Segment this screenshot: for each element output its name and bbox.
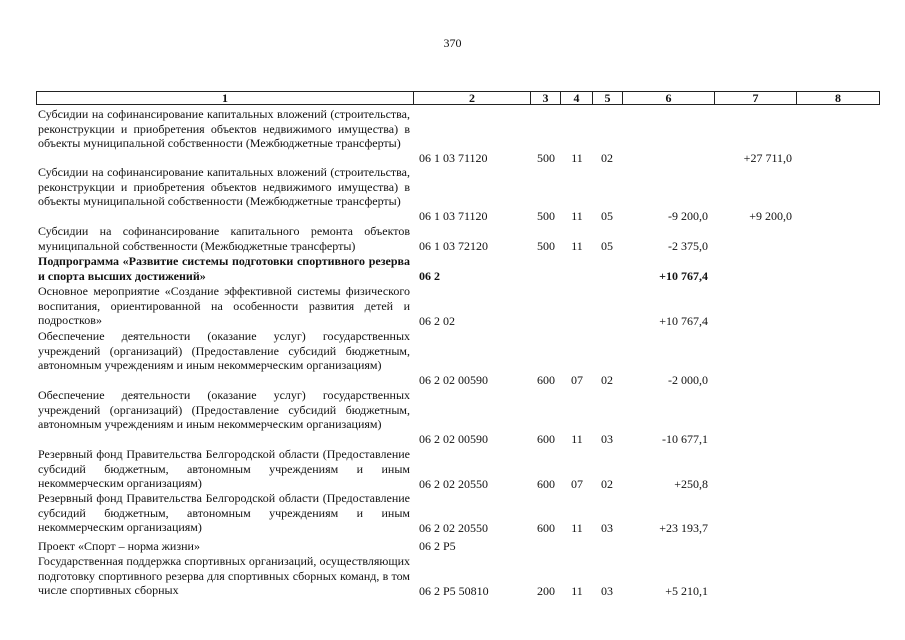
row-col-5: 02: [601, 477, 613, 491]
table-header: [36, 91, 880, 105]
row-description: Обеспечение деятельности (оказание услуг) государственных учреждений (организаций) (Предоставление субсидий бюджетным, автономным учреждениям и иным некоммерческим организациям): [38, 388, 410, 432]
row-col-4: 11: [571, 239, 583, 253]
row-col-4: 11: [571, 584, 583, 598]
row-col-4: 07: [571, 477, 583, 491]
row-col-3: 500: [537, 151, 555, 165]
row-col-5: 05: [601, 239, 613, 253]
row-description: Государственная поддержка спортивных организаций, осуществляющих подготовку спортивного резерва для спортивных сборных команд, в том числе спортивных сборных: [38, 554, 410, 598]
row-col-5: 02: [601, 373, 613, 387]
row-col-6: +10 767,4: [659, 269, 708, 283]
row-col-3: 600: [537, 373, 555, 387]
row-col-5: 02: [601, 151, 613, 165]
row-col-3: 500: [537, 239, 555, 253]
table-row: [38, 224, 880, 254]
row-col-3: 600: [537, 477, 555, 491]
row-description: Проект «Спорт – норма жизни»: [38, 539, 200, 553]
row-code: 06 2 02 00590: [419, 373, 488, 387]
header-col-8: 8: [835, 91, 841, 105]
table-row: [38, 284, 880, 328]
table-row: [38, 329, 880, 387]
header-col-5: 5: [593, 92, 623, 104]
row-description: Подпрограмма «Развитие системы подготовки спортивного резерва и спорта высших достижений»: [38, 254, 410, 283]
row-col-6: -2 000,0: [668, 373, 708, 387]
row-col-7: +27 711,0: [743, 151, 792, 165]
row-col-5: 05: [601, 209, 613, 223]
row-col-3: 500: [537, 209, 555, 223]
row-col-6: +5 210,1: [665, 584, 708, 598]
row-col-4: 11: [571, 432, 583, 446]
row-description: Субсидии на софинансирование капитальных вложений (строительства, реконструкции и приобретения объектов недвижимого имущества) в объекты муниципальной собственности (Межбюджетные трансферты): [38, 107, 410, 151]
table-row: [38, 539, 880, 554]
table-row: [38, 165, 880, 223]
row-col-5: 03: [601, 521, 613, 535]
row-code: 06 1 03 72120: [419, 239, 488, 253]
row-col-5: 03: [601, 432, 613, 446]
row-description: Субсидии на софинансирование капитальных вложений (строительства, реконструкции и приобретения объектов недвижимого имущества) в объекты муниципальной собственности (Межбюджетные трансферты): [38, 165, 410, 209]
row-col-3: 600: [537, 432, 555, 446]
row-col-3: 200: [537, 584, 555, 598]
row-col-6: +10 767,4: [659, 314, 708, 328]
table-row: [38, 254, 880, 284]
row-description: Резервный фонд Правительства Белгородской области (Предоставление субсидий бюджетным, автономным учреждениям и иным некоммерческим организациям): [38, 447, 410, 491]
row-code: 06 2 P5: [419, 539, 456, 553]
row-col-4: 11: [571, 151, 583, 165]
row-description: Обеспечение деятельности (оказание услуг) государственных учреждений (организаций) (Предоставление субсидий бюджетным, автономным учреждениям и иным некоммерческим организациям): [38, 329, 410, 373]
row-col-4: 11: [571, 521, 583, 535]
header-col-2: 2: [414, 92, 531, 104]
row-col-6: -2 375,0: [668, 239, 708, 253]
table-row: [38, 491, 880, 535]
row-description: Основное мероприятие «Создание эффективной системы физического воспитания, ориентированной на особенности развития детей и подростков»: [38, 284, 410, 328]
row-code: 06 2 02: [419, 314, 455, 328]
row-code: 06 2: [419, 269, 440, 283]
row-col-5: 03: [601, 584, 613, 598]
row-description: Резервный фонд Правительства Белгородской области (Предоставление субсидий бюджетным, автономным учреждениям и иным некоммерческим организациям): [38, 491, 410, 535]
row-code: 06 2 02 20550: [419, 521, 488, 535]
page-number: 370: [443, 36, 462, 50]
row-code: 06 2 02 00590: [419, 432, 488, 446]
table-row: [38, 107, 880, 165]
row-code: 06 1 03 71120: [419, 151, 488, 165]
table-row: [38, 447, 880, 491]
row-description: Субсидии на софинансирование капитального ремонта объектов муниципальной собственности (Межбюджетные трансферты): [38, 224, 410, 253]
header-col-4: 4: [561, 92, 593, 104]
row-col-3: 600: [537, 521, 555, 535]
row-col-6: +23 193,7: [659, 521, 708, 535]
table-row: [38, 554, 880, 598]
header-col-3: 3: [531, 92, 561, 104]
row-col-6: +250,8: [674, 477, 708, 491]
row-col-6: -10 677,1: [662, 432, 708, 446]
header-col-7: 7: [715, 92, 797, 104]
row-col-6: -9 200,0: [668, 209, 708, 223]
table-row: [38, 388, 880, 446]
header-col-1: 1: [37, 92, 414, 104]
row-col-4: 11: [571, 209, 583, 223]
row-col-7: +9 200,0: [749, 209, 792, 223]
row-col-4: 07: [571, 373, 583, 387]
row-code: 06 2 02 20550: [419, 477, 488, 491]
row-code: 06 2 P5 50810: [419, 584, 489, 598]
header-col-6: 6: [623, 92, 715, 104]
row-code: 06 1 03 71120: [419, 209, 488, 223]
